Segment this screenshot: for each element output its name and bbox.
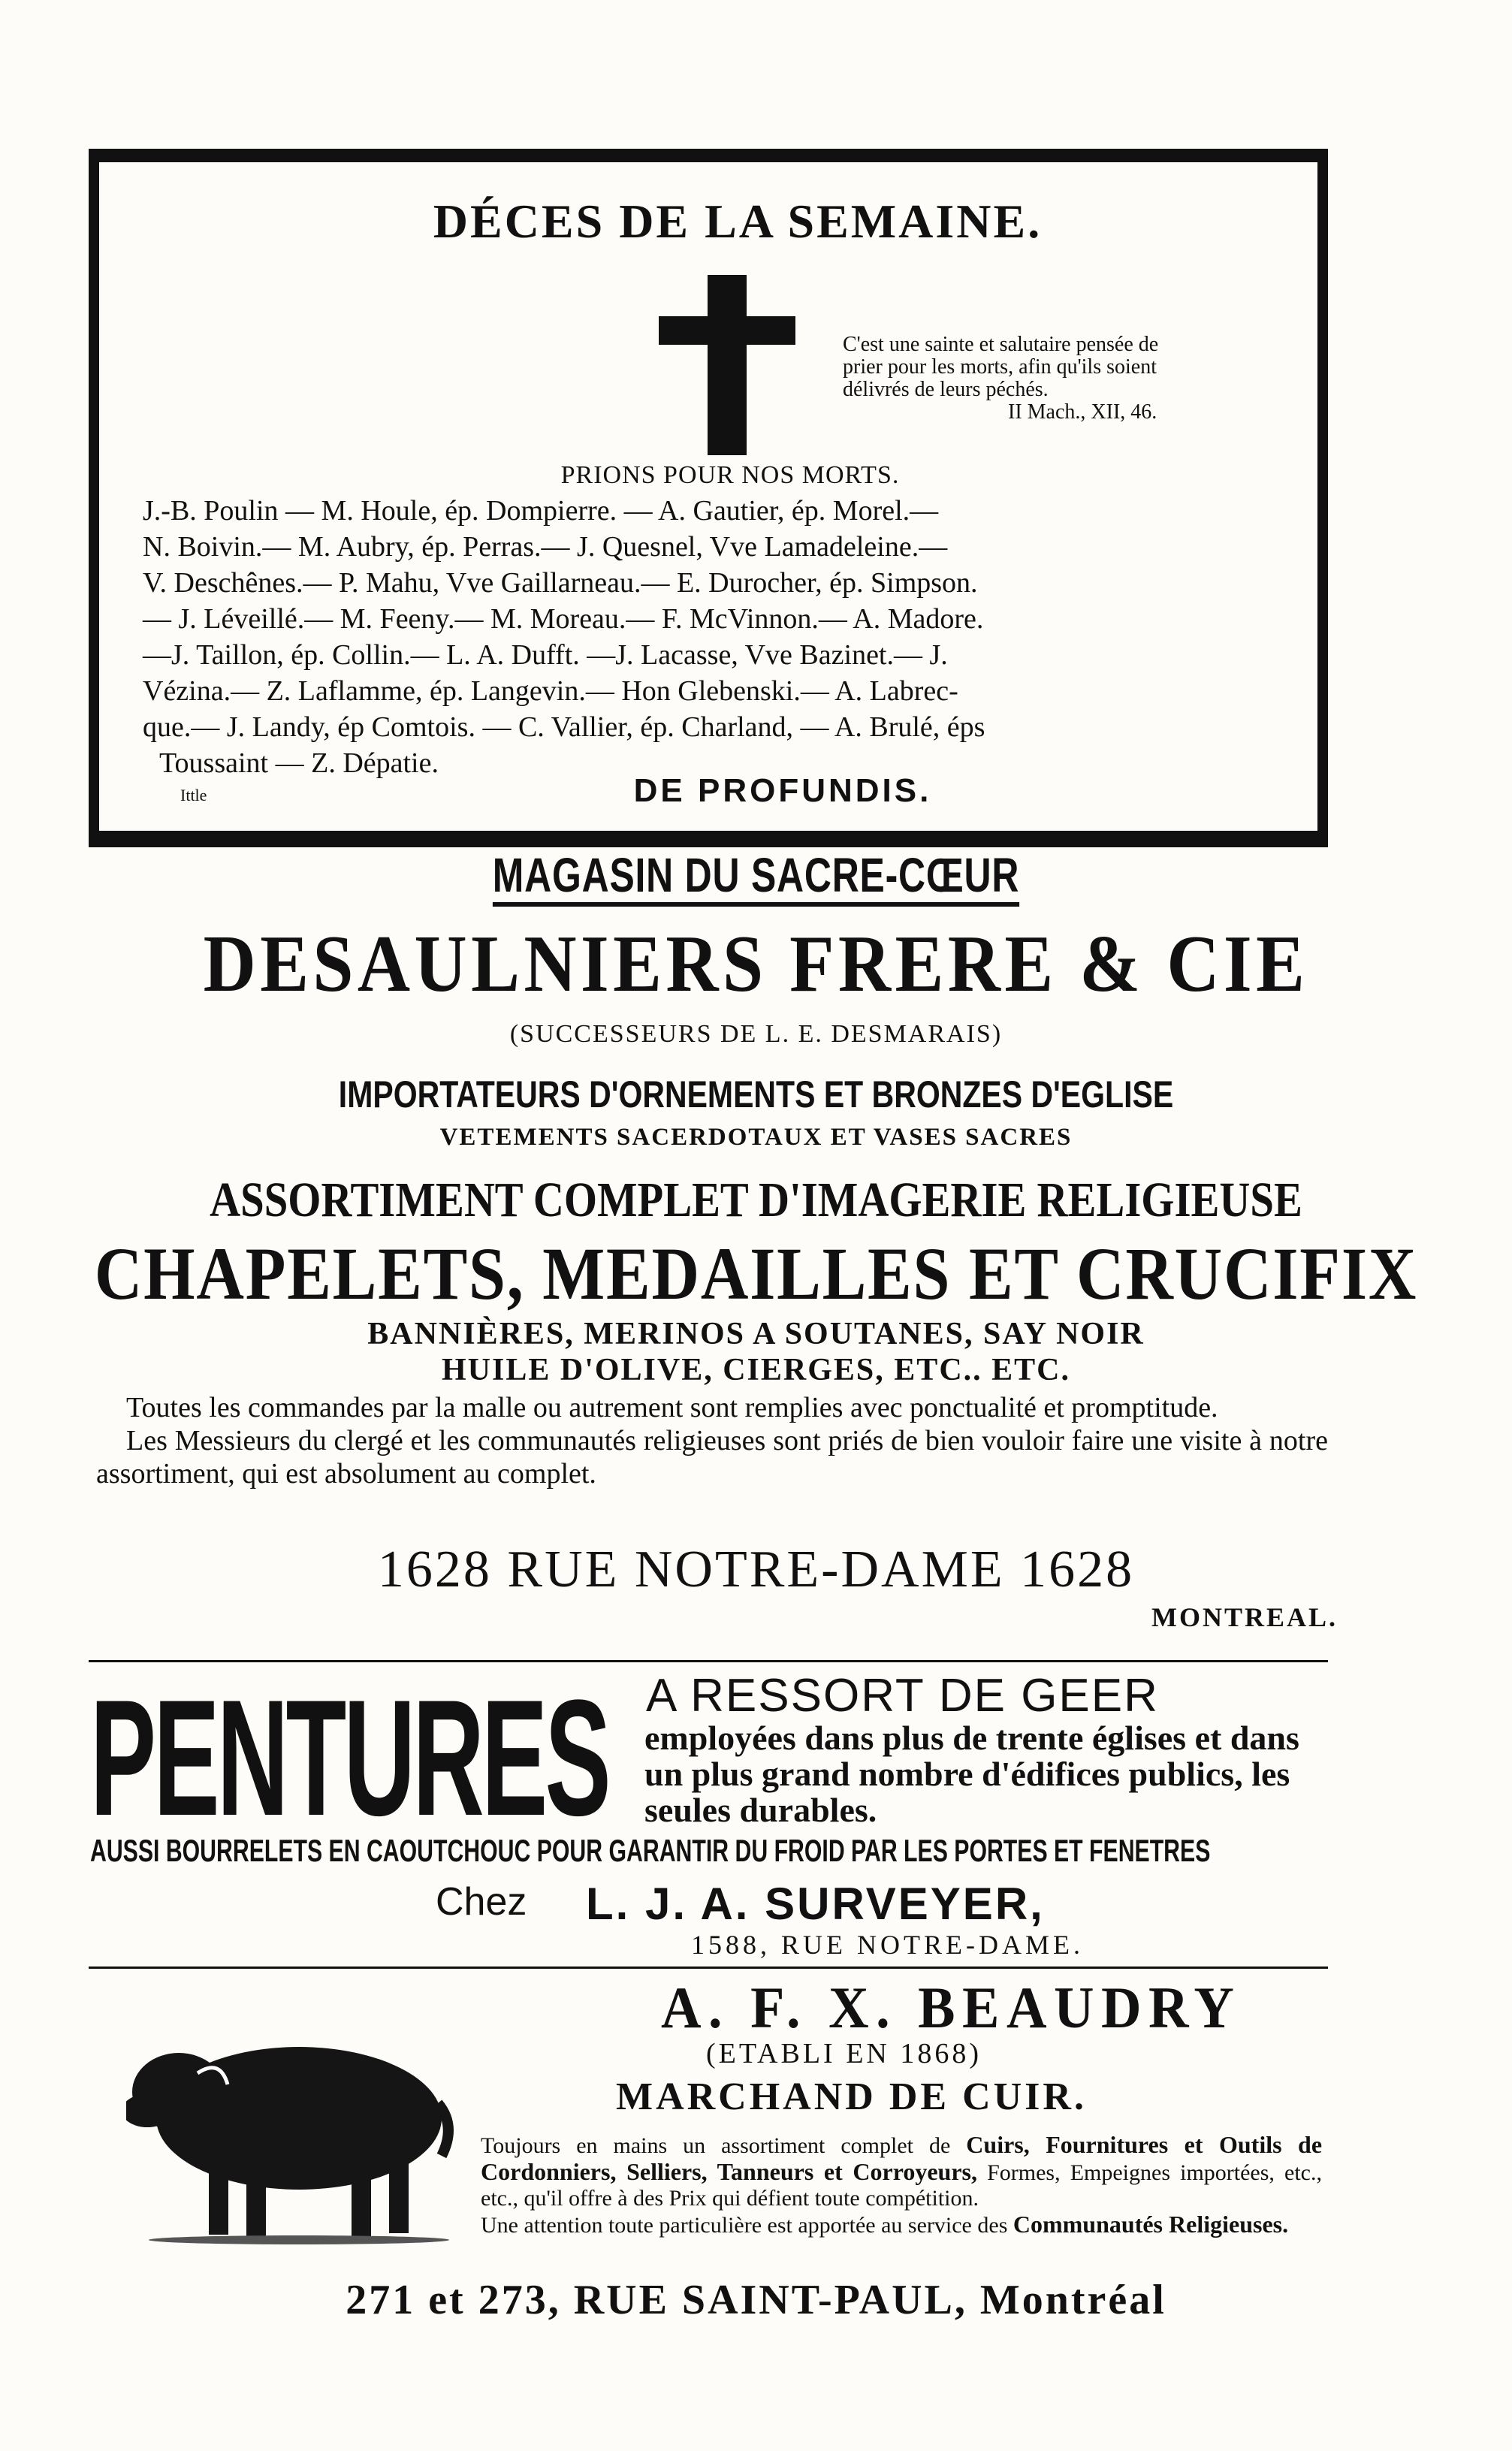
verse-line: délivrés de leurs péchés. — [843, 378, 1049, 401]
profundis-mark: Ittle — [180, 786, 207, 804]
magasin-heading — [166, 847, 1345, 903]
pentures-description: employées dans plus de trente églises et dans un plus grand nombre d'édifices publics, les seules durables. — [644, 1719, 1299, 1829]
names-line: Vézina.— Z. Laflamme, ép. Langevin.— Hon Glebenski.— A. Labrec- — [143, 675, 958, 707]
names-line: que.— J. Landy, ép Comtois. — C. Vallier, ép. Charland, — A. Brulé, éps — [143, 711, 985, 743]
profundis-text: DE PROFUNDIS. — [633, 772, 932, 809]
vetements-line: VETEMENTS SACERDOTAUX ET VASES SACRES — [439, 1124, 1073, 1151]
prions-heading: PRIONS POUR NOS MORTS. — [560, 461, 900, 489]
names-line: N. Boivin.— M. Aubry, ép. Perras.— J. Quesnel, Vve Lamadeleine.— — [143, 531, 948, 563]
deceased-names — [143, 493, 1314, 781]
bannieres-line: BANNIÈRES, MERINOS A SOUTANES, SAY NOIR — [367, 1317, 1145, 1351]
ressort-heading: A RESSORT DE GEER — [646, 1670, 1159, 1722]
divider — [89, 1967, 1328, 1969]
assortiment-line: ASSORTIMENT COMPLET D'IMAGERIE RELIGIEUSE — [210, 1173, 1302, 1227]
names-line: J.-B. Poulin — M. Houle, ép. Dompierre. — A. Gautier, ép. Morel.— — [143, 495, 939, 527]
beaudry-service-text — [481, 2211, 1322, 2238]
chez-label: Chez — [436, 1880, 527, 1924]
beaudry-stock-intro: Toujours en mains un assortiment complet de — [481, 2133, 951, 2158]
importateurs-line: IMPORTATEURS D'ORNEMENTS ET BRONZES D'EGLISE — [338, 1073, 1174, 1115]
names-line: Toussaint — Z. Dépatie. — [159, 747, 439, 779]
names-line: V. Deschênes.— P. Mahu, Vve Gaillarneau.— E. Durocher, ép. Simpson. — [143, 567, 978, 599]
desaulniers-city: MONTREAL. — [1151, 1602, 1338, 1632]
commandes-text: Toutes les commandes par la malle ou autrement sont remplies avec ponctualité et promptitude. — [126, 1392, 1218, 1423]
chapelets-line: CHAPELETS, MEDAILLES ET CRUCIFIX — [94, 1232, 1418, 1315]
desaulniers-paragraph — [96, 1391, 1328, 1490]
divider — [89, 1660, 1328, 1662]
beaudry-established: (ETABLI EN 1868) — [706, 2038, 982, 2069]
pentures-headline: PENTURES — [90, 1665, 608, 1850]
beaudry-service-clients: Communautés Religieuses. — [1013, 2211, 1289, 2238]
cross-icon — [708, 275, 747, 455]
sheep-illustration-icon — [126, 2021, 457, 2246]
beaudry-stock-rest: Formes, Empeignes importées, etc., etc., qu'il offre à des Prix qui défient toute compétition. — [481, 2160, 1323, 2211]
deces-title: DÉCES DE LA SEMAINE. — [433, 195, 1043, 248]
firm-name: DESAULNIERS FRERE & CIE — [203, 919, 1309, 1009]
beaudry-trade: MARCHAND DE CUIR. — [616, 2075, 1087, 2118]
beaudry-address: 271 et 273, RUE SAINT-PAUL, Montréal — [346, 2277, 1166, 2323]
verse-line: prier pour les morts, afin qu'ils soient — [843, 355, 1157, 379]
cross-icon-bar — [659, 316, 795, 345]
desaulniers-address: 1628 RUE NOTRE-DAME 1628 — [377, 1541, 1135, 1598]
verse-line: C'est une sainte et salutaire pensée de — [843, 333, 1159, 356]
deces-notice-box — [89, 149, 1328, 847]
names-line: — J. Léveillé.— M. Feeny.— M. Moreau.— F. McVinnon.— A. Madore. — [143, 603, 984, 635]
names-line: —J. Taillon, ép. Collin.— L. A. Dufft. —J. Lacasse, Vve Bazinet.— J. — [143, 639, 948, 671]
aussi-line: AUSSI BOURRELETS EN CAOUTCHOUC POUR GARANTIR DU FROID PAR LES PORTES ET FENETRES — [90, 1833, 1211, 1868]
surveyer-address: 1588, RUE NOTRE-DAME. — [691, 1930, 1084, 1960]
magasin-text: MAGASIN DU SACRE-CŒUR — [493, 848, 1019, 907]
surveyer-name: L. J. A. SURVEYER, — [586, 1879, 1045, 1929]
scripture-verse — [843, 334, 1308, 424]
verse-reference: II Mach., XII, 46. — [1008, 400, 1157, 424]
beaudry-name: A. F. X. BEAUDRY — [661, 1975, 1242, 2040]
successeurs-line: (SUCCESSEURS DE L. E. DESMARAIS) — [509, 1020, 1003, 1048]
huile-line: HUILE D'OLIVE, CIERGES, ETC.. ETC. — [441, 1353, 1071, 1387]
beaudry-paragraph — [481, 2132, 1322, 2238]
beaudry-stock-items: Cuirs, Fournitures et Outils de Cordonniers, Selliers, Tanneurs et Corroyeurs, — [481, 2131, 1323, 2185]
clerge-text: Les Messieurs du clergé et les communautés religieuses sont priés de bien vouloir faire une visite à notre assortiment, qui est absolument au complet. — [96, 1425, 1328, 1490]
beaudry-service-intro: Une attention toute particulière est apportée au service des — [481, 2213, 1008, 2238]
beaudry-stock-text — [481, 2132, 1322, 2211]
